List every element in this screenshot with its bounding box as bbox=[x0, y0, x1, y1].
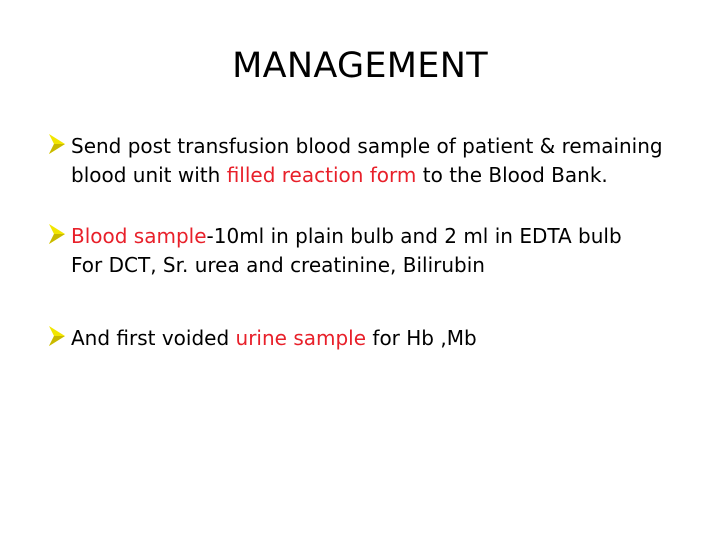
bullet-item-urine-sample bbox=[48, 324, 708, 353]
arrowhead-bullet-icon bbox=[48, 325, 66, 347]
bullet-item-blood-sample bbox=[48, 222, 708, 280]
spacer bbox=[48, 280, 708, 324]
highlight-text: Blood sample bbox=[71, 224, 207, 248]
spacer bbox=[48, 190, 708, 222]
bullet-subline: For DCT, Sr. urea and creatinine, Bilirubin bbox=[71, 253, 485, 277]
highlight-text: filled reaction form bbox=[226, 163, 417, 187]
slide-title: MANAGEMENT bbox=[232, 46, 488, 86]
bullet-text-part: to the Blood Bank. bbox=[416, 163, 608, 187]
highlight-text: urine sample bbox=[235, 326, 367, 350]
bullet-text-part: And first voided bbox=[71, 326, 236, 350]
arrowhead-bullet-icon bbox=[48, 223, 66, 245]
bullet-text-part: for Hb ,Mb bbox=[366, 326, 477, 350]
bullet-text-part: Send post transfusion blood sample of patient & remaining blood unit with bbox=[71, 134, 663, 187]
arrowhead-bullet-icon bbox=[48, 133, 66, 155]
bullet-list bbox=[48, 132, 708, 353]
bullet-text-part: -10ml in plain bulb and 2 ml in EDTA bulb bbox=[206, 224, 622, 248]
bullet-item-sample-dispatch bbox=[48, 132, 708, 190]
